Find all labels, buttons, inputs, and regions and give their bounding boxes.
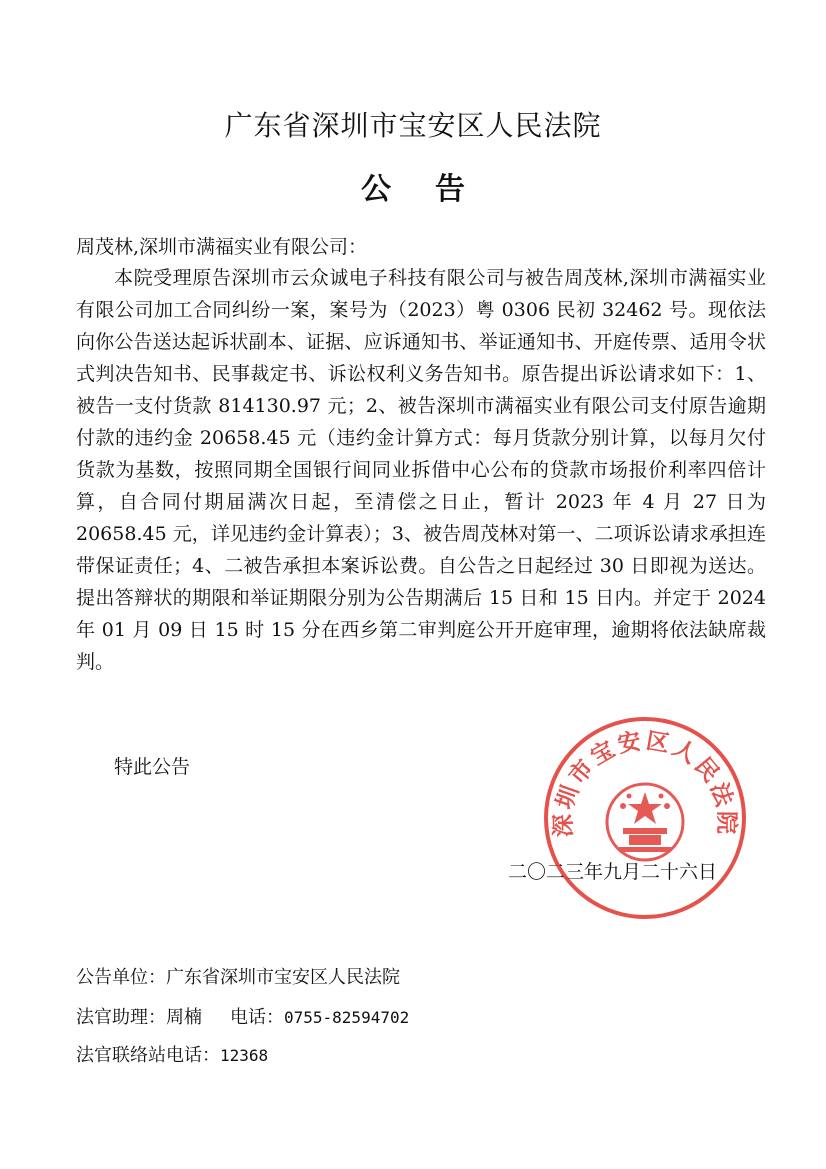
hotline-label: 法官联络站电话： xyxy=(76,1045,220,1066)
recipients: 周茂林,深圳市满福实业有限公司： xyxy=(76,236,368,258)
assistant-label: 法官助理： xyxy=(76,1007,166,1028)
assistant-name: 周楠 xyxy=(166,1007,202,1028)
footer-assistant xyxy=(76,1004,409,1032)
document-title xyxy=(0,164,826,208)
notice-body-text: 本院受理原告深圳市云众诚电子科技有限公司与被告周茂林,深圳市满福实业有限公司加工合同纠纷一案，案号为（2023）粤 0306 民初 32462 号。现依法向你公告送达起诉状副本、证据、应诉通知书、举证通知书、开庭传票、适用令状式判决告知书、民事裁定书、诉讼权利义务告知书。原告提出诉讼请求如下：1、被告一支付货款 814130.97 元；2、被告深圳市满福实业有限公司支付原告逾期付款的违约金 20658.45 元（违约金计算方式：每月货款分别计算，以每月欠付货款为基数，按照同期全国银行间同业拆借中心公布的贷款市场报价利率四倍计算，自合同付期届满次日起，至清偿之日止，暂计 2023 年 4 月 27 日为 20658.45 元，详见违约金计算表）；3、被告周茂林对第一、二项诉讼请求承担连带保证责任；4、二被告承担本案诉讼费。自公告之日起经过 30 日即视为送达。提出答辩状的期限和举证期限分别为公告期满后 15 日和 15 日内。并定于 2024 年 01 月 09 日 15 时 15 分在西乡第二审判庭公开开庭审理，逾期将依法缺席裁判。 xyxy=(76,267,766,673)
issuer-label: 公告单位： xyxy=(76,967,166,988)
issuer-value: 广东省深圳市宝安区人民法院 xyxy=(166,967,400,988)
footer-issuer xyxy=(76,964,400,992)
footer-hotline xyxy=(76,1042,268,1070)
court-name: 广东省深圳市宝安区人民法院 xyxy=(224,109,602,142)
title-char-2: 告 xyxy=(435,172,465,207)
notice-body xyxy=(76,262,766,678)
phone-label: 电话： xyxy=(230,1007,284,1028)
title-char-1: 公 xyxy=(361,172,391,207)
phone-value: 0755-82594702 xyxy=(284,1008,410,1027)
hotline-value: 12368 xyxy=(220,1046,269,1065)
issue-date: 二〇二三年九月二十六日 xyxy=(508,861,718,883)
seal-text: 深圳市宝安区人民法院 xyxy=(550,728,740,838)
national-emblem-icon xyxy=(607,784,683,860)
closing-phrase: 特此公告 xyxy=(114,756,191,778)
court-seal xyxy=(541,714,749,922)
